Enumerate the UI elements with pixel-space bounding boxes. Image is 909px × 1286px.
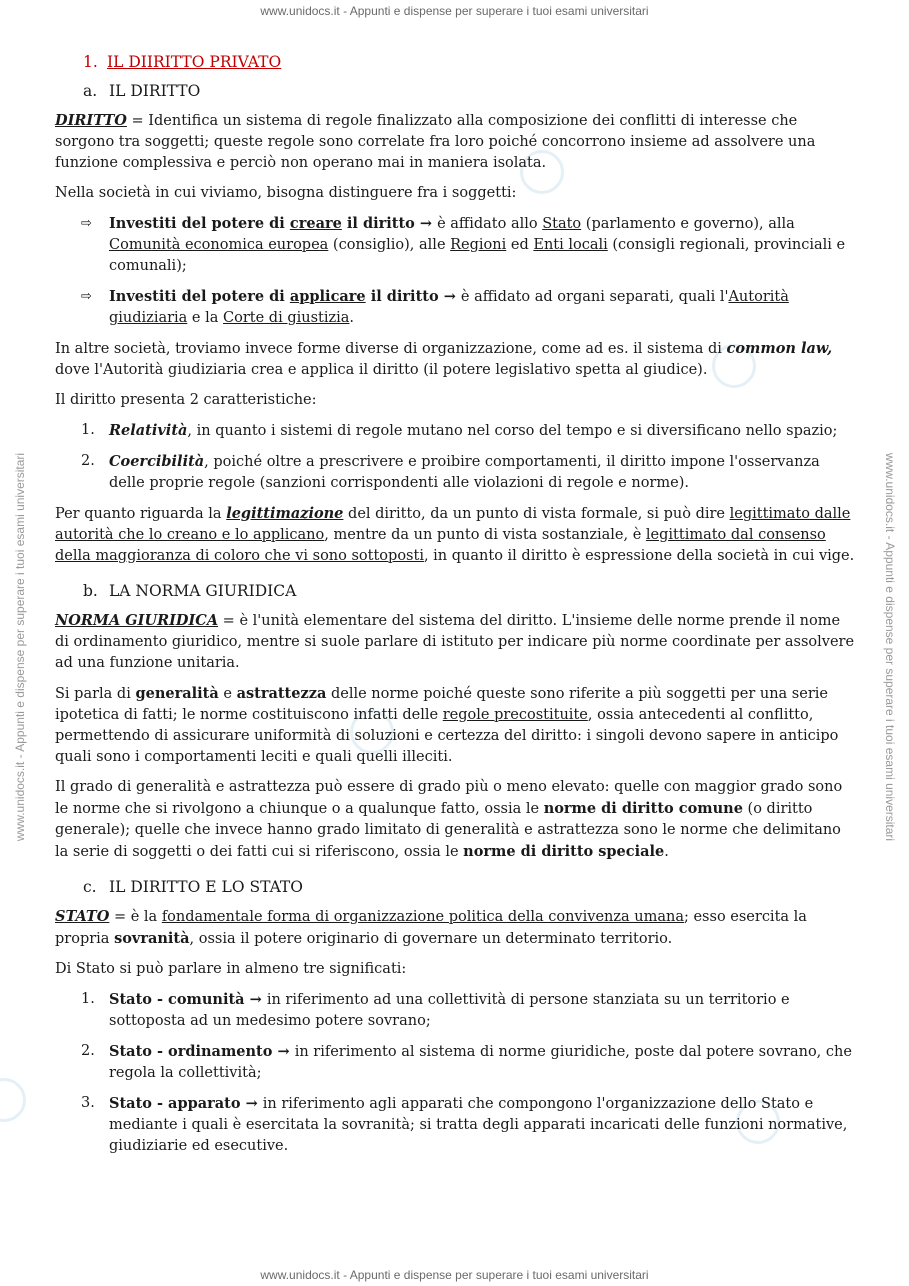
arrow-right-icon: → <box>244 991 267 1008</box>
paragraph-caratteristiche-intro: Il diritto presenta 2 caratteristiche: <box>55 392 317 408</box>
paragraph-stato-definition: STATO = è la fondamentale forma di organizzazione politica della convivenza umana; esso esercita la propria sovranità, ossia il potere originario di governare un determinato territorio. <box>55 908 807 947</box>
watermark-right: www.unidocs.it - Appunti e dispense per superare i tuoi esami universitari <box>883 452 897 842</box>
section-heading: 1. IL DIIRITTO PRIVATO <box>83 53 282 71</box>
arrow-bullet-icon: ⇨ <box>81 216 92 231</box>
arrow-right-icon: → <box>414 215 438 232</box>
list-item-stato-apparato: 3. Stato - apparato → in riferimento agli apparati che compongono l'organizzazione dello Stato e mediante i quali è esercitata la sovranità; si tratta degli apparati incaricati delle funzioni normative, giudiziarie ed esecutive. <box>81 1095 848 1154</box>
paragraph-diritto-definition: DIRITTO = Identifica un sistema di regole finalizzato alla composizione dei conflitti di interesse che sorgono tra soggetti; queste regole sono correlate fra loro poiché concorrono insieme ad assolvere una funzione complessiva e perciò non operano mai in maniera isolata. <box>55 112 816 171</box>
watermark-header: www.unidocs.it - Appunti e dispense per superare i tuoi esami universitari <box>260 4 649 18</box>
list-item-stato-comunita: 1. Stato - comunità → in riferimento ad una collettività di persone stanziata su un territorio e sottoposta ad un medesimo potere sovrano; <box>81 991 790 1029</box>
arrow-bullet-icon: ⇨ <box>81 289 92 304</box>
subsection-heading-b: b. LA NORMA GIURIDICA <box>83 582 297 600</box>
paragraph-grado: Il grado di generalità e astrattezza può essere di grado più o meno elevato: quelle con maggior grado sono le norme che si rivolgono a chiunque o a qualunque fatto, ossia le norme di diritto comune (o diritto generale); quelle che invece hanno grado limitato di generalità e astrattezza sono le norme che delimitano la serie di soggetti o dei fatti cui si riferiscono, ossia le norme di diritto speciale. <box>55 779 843 860</box>
arrow-right-icon: → <box>272 1043 295 1060</box>
list-item-applicare: ⇨ Investiti del potere di applicare il diritto → è affidato ad organi separati, quali l'Autorità giudiziaria e la Corte di giustizia. <box>81 288 789 326</box>
list-item-coercibilita: 2. Coercibilità, poiché oltre a prescrivere e proibire comportamenti, il diritto impone l'osservanza delle proprie regole (sanzioni corrispondenti alle violazioni di regole e norme). <box>81 453 820 491</box>
list-item-relativita: 1. Relatività, in quanto i sistemi di regole mutano nel corso del tempo e si diversificano nello spazio; <box>81 422 838 439</box>
section-title: IL DIIRITTO PRIVATO <box>107 53 282 71</box>
watermark-footer: www.unidocs.it - Appunti e dispense per superare i tuoi esami universitari <box>260 1268 649 1282</box>
paragraph-norma-definition: NORMA GIURIDICA = è l'unità elementare del sistema del diritto. L'insieme delle norme prende il nome di ordinamento giuridico, mentre si suole parlare di istituto per indicare più norme coordinate per assolvere ad una funzione unitaria. <box>55 612 855 671</box>
paragraph-common-law: In altre società, troviamo invece forme diverse di organizzazione, come ad es. il sistema di common law, dove l'Autorità giudiziaria crea e applica il diritto (il potere legislativo spetta al giudice). <box>55 340 833 378</box>
list-item-creare: ⇨ Investiti del potere di creare il diritto → è affidato allo Stato (parlamento e governo), alla Comunità economica europea (consiglio), alle Regioni ed Enti locali (consigli regionali, provinciali e comunali); <box>81 215 846 274</box>
arrow-right-icon: → <box>438 288 461 305</box>
watermark-left: www.unidocs.it - Appunti e dispense per superare i tuoi esami universitari <box>13 452 27 842</box>
paragraph-significati-intro: Di Stato si può parlare in almeno tre significati: <box>55 961 407 977</box>
subsection-heading-a: a. IL DIRITTO <box>83 82 201 100</box>
arrow-right-icon: → <box>240 1095 263 1112</box>
subsection-heading-c: c. IL DIRITTO E LO STATO <box>83 878 303 896</box>
watermark-logo-icon <box>0 1078 26 1122</box>
paragraph-soggetti-intro: Nella società in cui viviamo, bisogna distinguere fra i soggetti: <box>55 185 517 201</box>
paragraph-legittimazione: Per quanto riguarda la legittimazione del diritto, da un punto di vista formale, si può dire legittimato dalle autorità che lo creano e lo applicano, mentre da un punto di vista sostanziale, è legittimato dal consenso della maggioranza di coloro che vi sono sottoposti, in quanto il diritto è espressione della società in cui vige. <box>55 505 855 564</box>
document-body <box>55 52 855 1166</box>
list-item-stato-ordinamento: 2. Stato - ordinamento → in riferimento al sistema di norme giuridiche, poste dal potere sovrano, che regola la collettività; <box>81 1043 852 1081</box>
paragraph-generalita: Si parla di generalità e astrattezza delle norme poiché queste sono riferite a più soggetti per una serie ipotetica di fatti; le norme costituiscono infatti delle regole precostituite, ossia antecedenti al conflitto, permettendo di assicurare uniformità di soluzioni e certezza del diritto: i singoli devono sapere in anticipo quali sono i comportamenti leciti e quali quelli illeciti. <box>55 685 839 765</box>
